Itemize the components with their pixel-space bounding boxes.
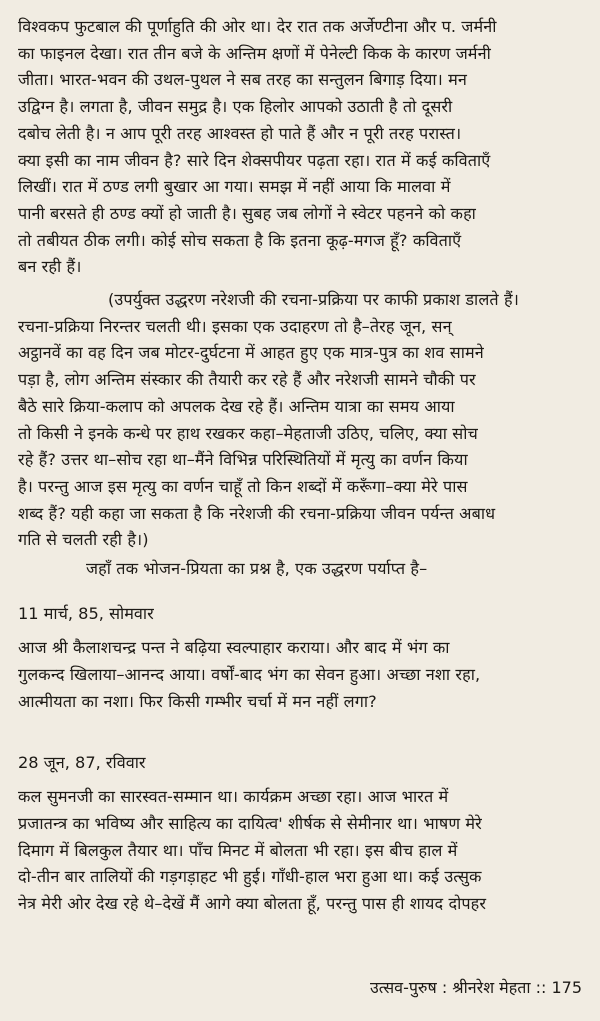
text-line: है। परन्तु आज इस मृत्यु का वर्णन चाहूँ तो किन शब्दों में करूँगा–क्या मेरे पास (18, 476, 468, 496)
text-line: शब्द हैं? यही कहा जा सकता है कि नरेशजी की रचना-प्रक्रिया जीवन पर्यन्त अबाध (18, 503, 496, 523)
text-line: का फाइनल देखा। रात तीन बजे के अन्तिम क्षणों में पेनेल्टी किक के कारण जर्मनी (18, 43, 491, 63)
running-footer: उत्सव-पुरुष : श्रीनरेश मेहता :: 175 (370, 978, 582, 997)
text-line: दिमाग में बिलकुल तैयार था। पाँच मिनट में बोलता भी रहा। इस बीच हाल में (18, 840, 458, 860)
diary-date: 11 मार्च, 85, सोमवार (18, 603, 154, 623)
diary-entry (18, 784, 582, 918)
paragraph-commentary (18, 287, 582, 554)
text-line: उद्विग्न है। लगता है, जीवन समुद्र है। एक हिलोर आपको उठाती है तो दूसरी (18, 97, 453, 117)
text-line: दबोच लेती है। न आप पूरी तरह आश्वस्त हो पाते हैं और न पूरी तरह परास्त। (18, 123, 462, 143)
text-line: बन रही हैं। (18, 257, 82, 277)
text-line: अट्ठानवें का वह दिन जब मोटर-दुर्घटना में आहत हुए एक मात्र-पुत्र का शव सामने (18, 343, 484, 363)
paragraph-intro-quote: जहाँ तक भोजन-प्रियता का प्रश्न है, एक उद्धरण पर्याप्त है– (86, 559, 428, 579)
text-line: गति से चलती रही है।) (18, 530, 149, 550)
text-line: विश्वकप फुटबाल की पूर्णाहुति की ओर था। देर रात तक अर्जेण्टीना और प. जर्मनी (18, 17, 497, 36)
text-line: रहे हैं? उत्तर था–सोच रहा था–मैंने विभिन्न परिस्थितियों में मृत्यु का वर्णन किया (18, 450, 468, 470)
diary-entry (18, 635, 582, 715)
text-line: लिखीं। रात में ठण्ड लगी बुखार आ गया। समझ में नहीं आया कि मालवा में (18, 177, 451, 197)
text-line: बैठे सारे क्रिया-कलाप को अपलक देख रहे हैं। अन्तिम यात्रा का समय आया (18, 396, 455, 416)
text-line: (उपर्युक्त उद्धरण नरेशजी की रचना-प्रक्रिया पर काफी प्रकाश डालते हैं। (108, 290, 519, 310)
text-line: नेत्र मेरी ओर देख रहे थे–देखें मैं आगे क्या बोलता हूँ, परन्तु पास ही शायद दोपहर (18, 894, 487, 914)
text-line: पड़ा है, लोग अन्तिम संस्कार की तैयारी कर रहे हैं और नरेशजी सामने चौकी पर (18, 370, 476, 390)
text-line: प्रजातन्त्र का भविष्य और साहित्य का दायित्व' शीर्षक से सेमीनार था। भाषण मेरे (18, 813, 482, 833)
text-line: पानी बरसते ही ठण्ड क्यों हो जाती है। सुबह जब लोगों ने स्वेटर पहनने को कहा (18, 203, 476, 223)
text-line: रचना-प्रक्रिया निरन्तर चलती थी। इसका एक उदाहरण तो है–तेरह जून, सन् (18, 316, 452, 336)
paragraph-diary-continuation (18, 14, 582, 281)
text-line: आत्मीयता का नशा। फिर किसी गम्भीर चर्चा में मन नहीं लगा? (18, 691, 377, 711)
text-line: क्या इसी का नाम जीवन है? सारे दिन शेक्सपीयर पढ़ता रहा। रात में कई कविताएँ (18, 150, 491, 170)
text-line: जीता। भारत-भवन की उथल-पुथल ने सब तरह का सन्तुलन बिगाड़ दिया। मन (18, 70, 467, 90)
text-line: तो किसी ने इनके कन्धे पर हाथ रखकर कहा–मेहताजी उठिए, चलिए, क्या सोच (18, 423, 478, 443)
diary-date: 28 जून, 87, रविवार (18, 752, 146, 772)
text-line: गुलकन्द खिलाया–आनन्द आया। वर्षों-बाद भंग का सेवन हुआ। अच्छा नशा रहा, (18, 665, 481, 685)
text-line: आज श्री कैलाशचन्द्र पन्त ने बढ़िया स्वल्पाहार कराया। और बाद में भंग का (18, 638, 450, 658)
text-line: दो-तीन बार तालियों की गड़गड़ाहट भी हुई। गाँधी-हाल भरा हुआ था। कई उत्सुक (18, 867, 482, 887)
text-line: तो तबीयत ठीक लगी। कोई सोच सकता है कि इतना कूढ़-मगज हूँ? कविताएँ (18, 230, 462, 250)
text-line: कल सुमनजी का सारस्वत-सम्मान था। कार्यक्रम अच्छा रहा। आज भारत में (18, 787, 449, 807)
